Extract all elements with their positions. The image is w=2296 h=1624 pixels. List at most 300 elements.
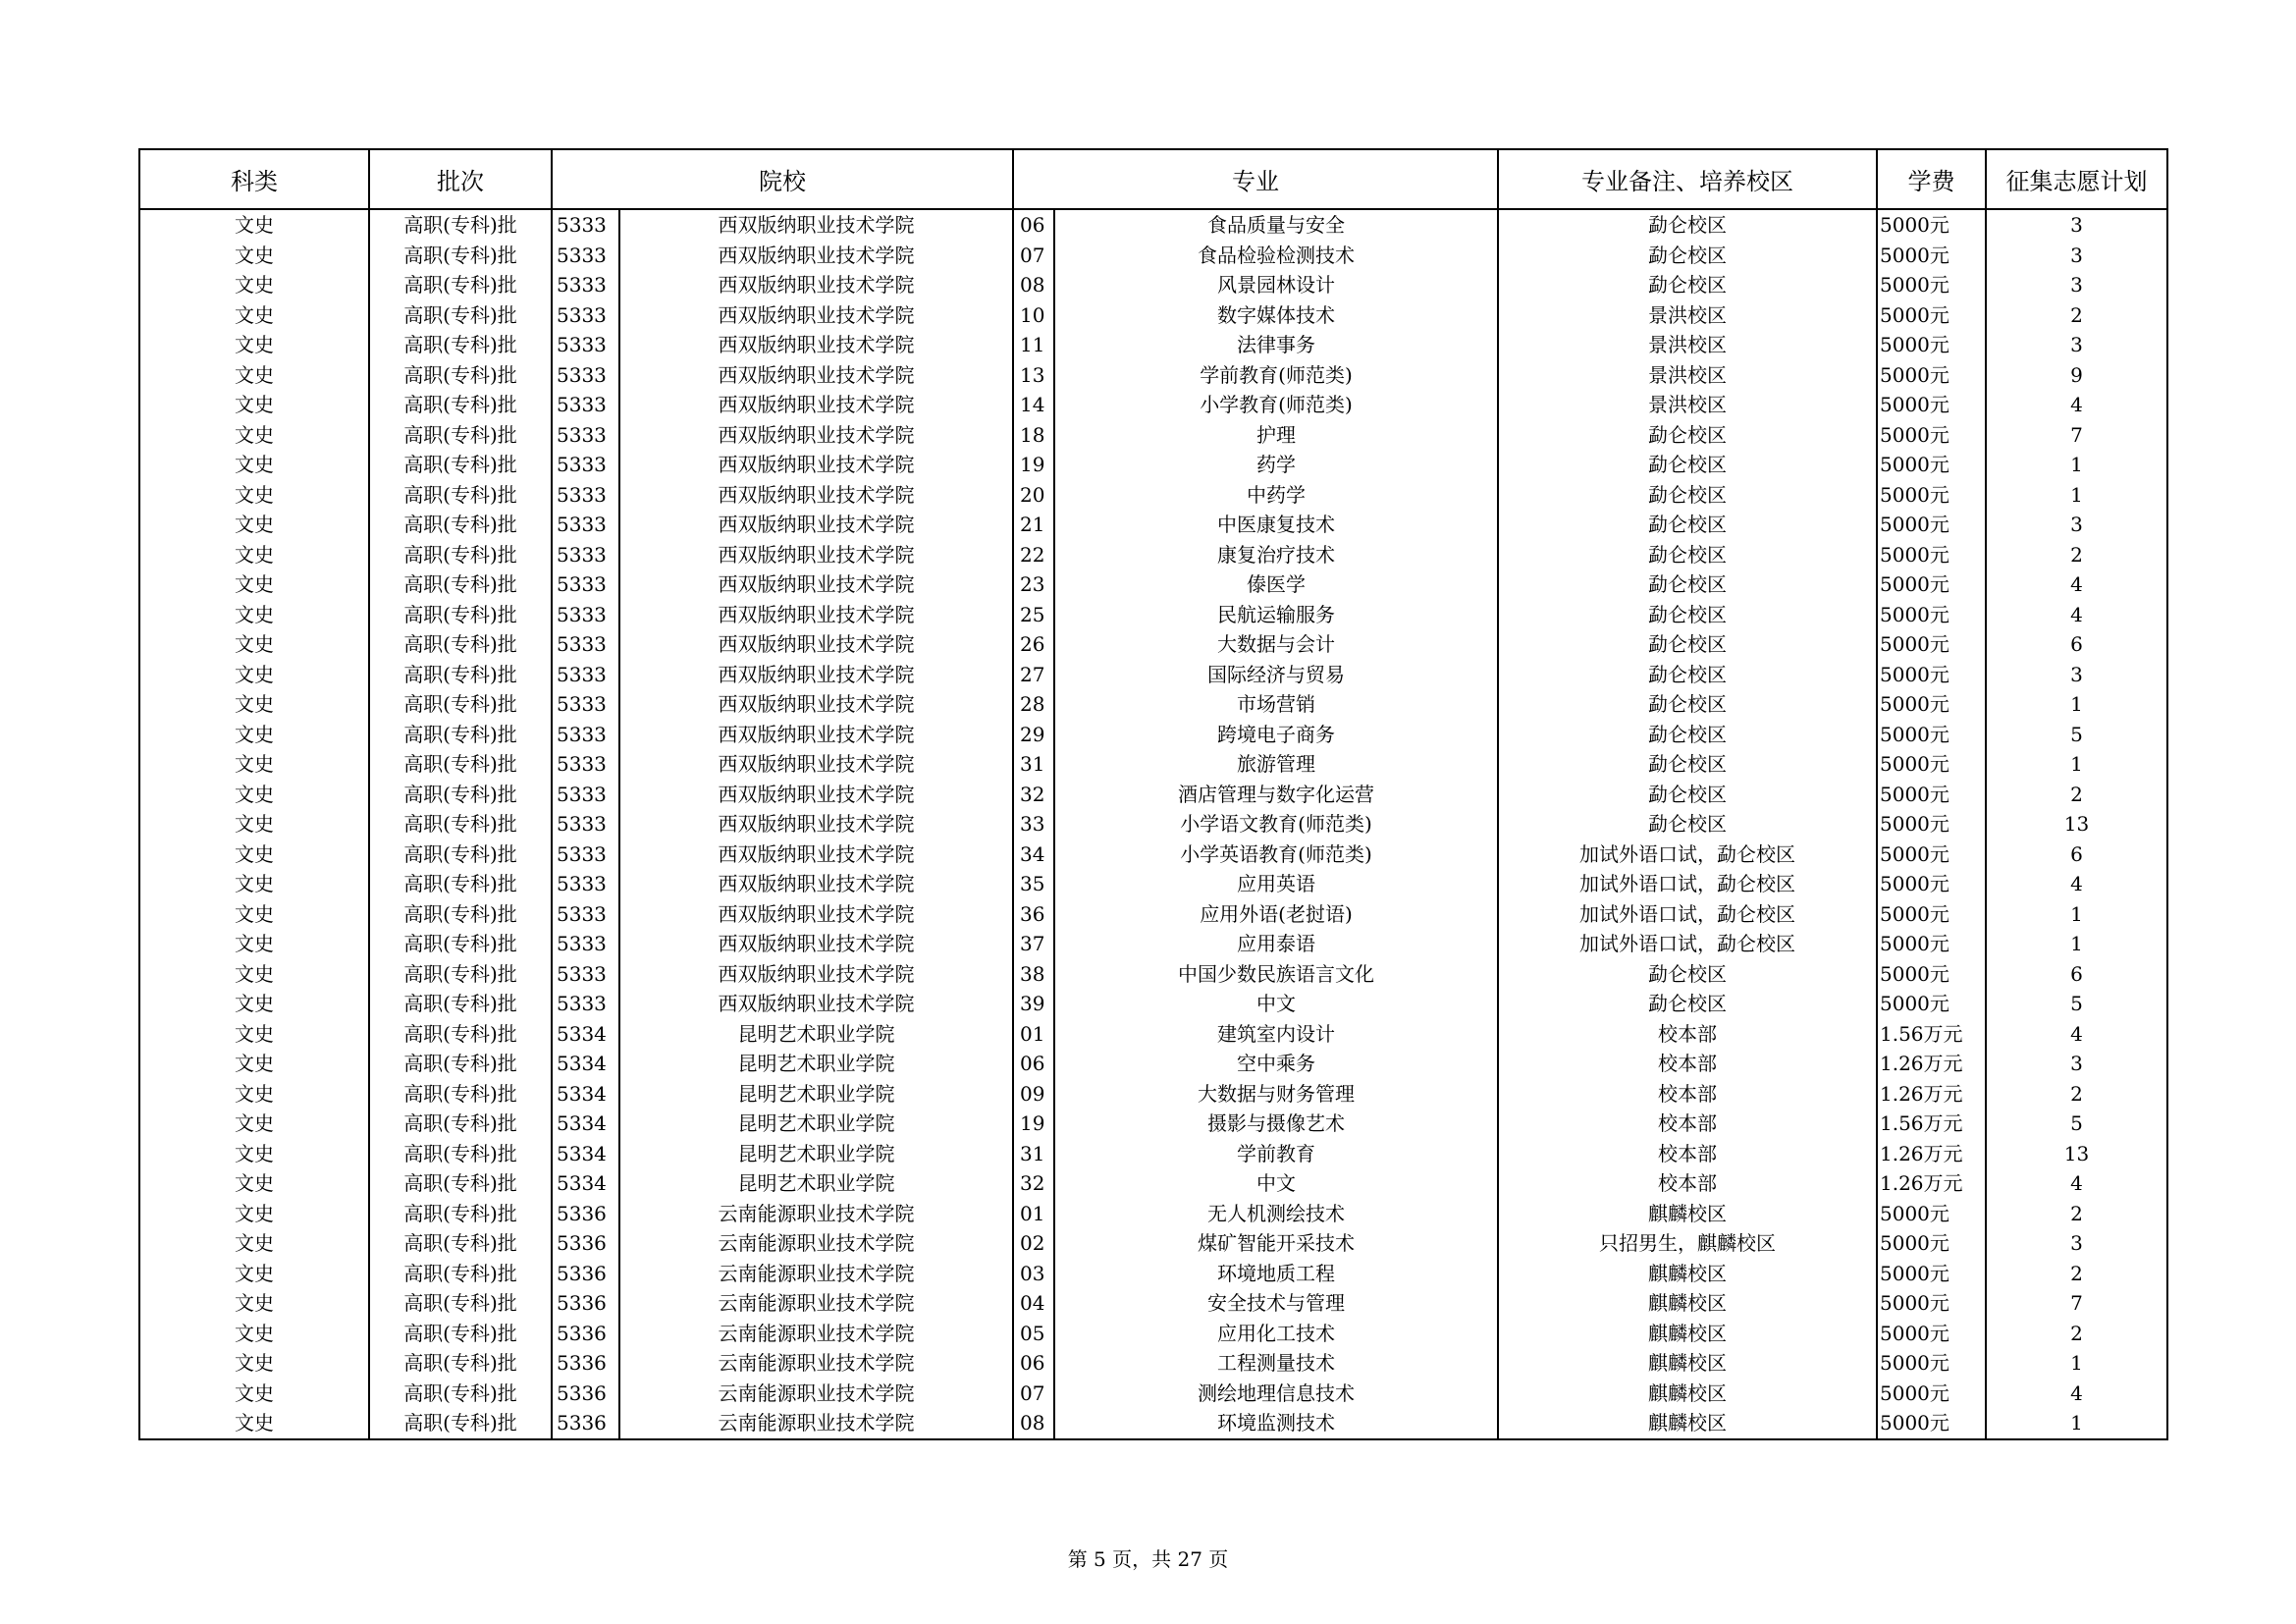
cell-category: 文史 [139,600,369,630]
cell-notes-campus: 勐仑校区 [1498,480,1877,511]
cell-tuition: 5000元 [1877,450,1986,480]
cell-batch: 高职(专科)批 [369,510,552,540]
cell-major-code: 19 [1013,450,1054,480]
cell-institution-name: 西双版纳职业技术学院 [619,450,1013,480]
cell-tuition: 5000元 [1877,899,1986,930]
cell-notes-campus: 校本部 [1498,1019,1877,1050]
cell-category: 文史 [139,1109,369,1139]
cell-batch: 高职(专科)批 [369,929,552,959]
table-row [139,1199,2167,1229]
cell-institution-name: 西双版纳职业技术学院 [619,569,1013,600]
cell-major-name: 无人机测绘技术 [1054,1199,1498,1229]
table-row [139,720,2167,750]
cell-institution-code: 5334 [552,1019,619,1050]
cell-plan-count: 3 [1986,510,2167,540]
table-row [139,780,2167,810]
table-row [139,510,2167,540]
cell-category: 文史 [139,1079,369,1110]
cell-category: 文史 [139,629,369,660]
cell-major-name: 国际经济与贸易 [1054,660,1498,690]
cell-plan-count: 4 [1986,869,2167,899]
cell-tuition: 1.26万元 [1877,1139,1986,1169]
cell-institution-name: 昆明艺术职业学院 [619,1139,1013,1169]
cell-category: 文史 [139,689,369,720]
cell-batch: 高职(专科)批 [369,869,552,899]
cell-institution-name: 西双版纳职业技术学院 [619,480,1013,511]
cell-tuition: 5000元 [1877,869,1986,899]
cell-tuition: 5000元 [1877,330,1986,360]
table-row [139,1228,2167,1259]
cell-plan-count: 4 [1986,600,2167,630]
cell-plan-count: 9 [1986,360,2167,391]
cell-institution-name: 西双版纳职业技术学院 [619,869,1013,899]
cell-category: 文史 [139,1228,369,1259]
cell-institution-code: 5333 [552,241,619,271]
cell-tuition: 1.56万元 [1877,1019,1986,1050]
cell-institution-name: 西双版纳职业技术学院 [619,929,1013,959]
cell-major-name: 法律事务 [1054,330,1498,360]
cell-notes-campus: 勐仑校区 [1498,600,1877,630]
cell-institution-code: 5333 [552,330,619,360]
cell-plan-count: 7 [1986,1288,2167,1319]
cell-batch: 高职(专科)批 [369,1139,552,1169]
cell-major-code: 01 [1013,1019,1054,1050]
cell-major-code: 27 [1013,660,1054,690]
cell-institution-name: 昆明艺术职业学院 [619,1168,1013,1199]
cell-notes-campus: 勐仑校区 [1498,629,1877,660]
cell-major-name: 风景园林设计 [1054,270,1498,300]
cell-major-code: 33 [1013,809,1054,839]
cell-plan-count: 3 [1986,1049,2167,1079]
cell-category: 文史 [139,330,369,360]
cell-plan-count: 4 [1986,390,2167,420]
table-row [139,300,2167,331]
cell-tuition: 5000元 [1877,689,1986,720]
cell-category: 文史 [139,839,369,870]
cell-notes-campus: 校本部 [1498,1168,1877,1199]
cell-institution-name: 云南能源职业技术学院 [619,1348,1013,1379]
cell-institution-name: 昆明艺术职业学院 [619,1049,1013,1079]
cell-category: 文史 [139,749,369,780]
table-row [139,899,2167,930]
cell-major-code: 08 [1013,1408,1054,1439]
cell-plan-count: 1 [1986,1348,2167,1379]
cell-institution-code: 5333 [552,480,619,511]
cell-batch: 高职(专科)批 [369,1199,552,1229]
cell-institution-name: 昆明艺术职业学院 [619,1109,1013,1139]
cell-major-name: 建筑室内设计 [1054,1019,1498,1050]
table-row [139,869,2167,899]
cell-notes-campus: 校本部 [1498,1139,1877,1169]
cell-major-code: 32 [1013,780,1054,810]
cell-tuition: 5000元 [1877,420,1986,451]
cell-plan-count: 4 [1986,569,2167,600]
cell-major-code: 23 [1013,569,1054,600]
header-notes-campus: 专业备注、培养校区 [1498,149,1877,209]
cell-batch: 高职(专科)批 [369,420,552,451]
cell-notes-campus: 勐仑校区 [1498,209,1877,241]
cell-plan-count: 13 [1986,1139,2167,1169]
cell-institution-code: 5333 [552,720,619,750]
cell-notes-campus: 景洪校区 [1498,360,1877,391]
cell-notes-campus: 麒麟校区 [1498,1199,1877,1229]
cell-major-name: 中医康复技术 [1054,510,1498,540]
cell-batch: 高职(专科)批 [369,209,552,241]
cell-institution-name: 西双版纳职业技术学院 [619,330,1013,360]
cell-major-code: 01 [1013,1199,1054,1229]
cell-major-name: 摄影与摄像艺术 [1054,1109,1498,1139]
cell-tuition: 5000元 [1877,1288,1986,1319]
cell-major-name: 小学教育(师范类) [1054,390,1498,420]
cell-notes-campus: 勐仑校区 [1498,540,1877,570]
cell-institution-code: 5336 [552,1348,619,1379]
cell-notes-campus: 勐仑校区 [1498,510,1877,540]
cell-notes-campus: 校本部 [1498,1079,1877,1110]
cell-major-code: 13 [1013,360,1054,391]
cell-institution-code: 5333 [552,660,619,690]
cell-tuition: 1.26万元 [1877,1049,1986,1079]
table-row [139,209,2167,241]
cell-plan-count: 4 [1986,1379,2167,1409]
page-footer: 第 5 页，共 27 页 [1067,1547,1229,1571]
cell-major-name: 空中乘务 [1054,1049,1498,1079]
cell-major-code: 07 [1013,1379,1054,1409]
header-tuition: 学费 [1877,149,1986,209]
cell-major-code: 02 [1013,1228,1054,1259]
cell-institution-code: 5333 [552,360,619,391]
cell-tuition: 1.26万元 [1877,1168,1986,1199]
cell-institution-code: 5333 [552,209,619,241]
cell-batch: 高职(专科)批 [369,330,552,360]
cell-major-name: 旅游管理 [1054,749,1498,780]
cell-institution-name: 西双版纳职业技术学院 [619,629,1013,660]
cell-batch: 高职(专科)批 [369,1259,552,1289]
cell-major-name: 应用英语 [1054,869,1498,899]
cell-notes-campus: 麒麟校区 [1498,1408,1877,1439]
cell-institution-name: 西双版纳职业技术学院 [619,209,1013,241]
cell-notes-campus: 景洪校区 [1498,330,1877,360]
cell-plan-count: 1 [1986,749,2167,780]
cell-category: 文史 [139,480,369,511]
cell-institution-code: 5336 [552,1199,619,1229]
cell-institution-name: 西双版纳职业技术学院 [619,809,1013,839]
header-category: 科类 [139,149,369,209]
cell-notes-campus: 校本部 [1498,1109,1877,1139]
cell-tuition: 5000元 [1877,480,1986,511]
cell-tuition: 5000元 [1877,209,1986,241]
cell-category: 文史 [139,780,369,810]
cell-batch: 高职(专科)批 [369,780,552,810]
cell-institution-code: 5334 [552,1079,619,1110]
cell-tuition: 5000元 [1877,1348,1986,1379]
cell-batch: 高职(专科)批 [369,1079,552,1110]
cell-institution-code: 5333 [552,899,619,930]
cell-notes-campus: 勐仑校区 [1498,660,1877,690]
table-body [139,209,2167,1439]
cell-notes-campus: 麒麟校区 [1498,1288,1877,1319]
cell-institution-code: 5334 [552,1139,619,1169]
cell-institution-name: 西双版纳职业技术学院 [619,270,1013,300]
table-row [139,1348,2167,1379]
cell-major-code: 19 [1013,1109,1054,1139]
cell-tuition: 5000元 [1877,569,1986,600]
cell-tuition: 5000元 [1877,929,1986,959]
cell-category: 文史 [139,450,369,480]
cell-category: 文史 [139,869,369,899]
table-row [139,540,2167,570]
cell-major-code: 04 [1013,1288,1054,1319]
table-row [139,629,2167,660]
cell-plan-count: 1 [1986,689,2167,720]
cell-major-code: 21 [1013,510,1054,540]
table-row [139,330,2167,360]
cell-batch: 高职(专科)批 [369,809,552,839]
cell-plan-count: 1 [1986,1408,2167,1439]
cell-tuition: 5000元 [1877,749,1986,780]
cell-major-name: 康复治疗技术 [1054,540,1498,570]
cell-major-name: 中文 [1054,989,1498,1019]
cell-batch: 高职(专科)批 [369,1019,552,1050]
cell-notes-campus: 加试外语口试，勐仑校区 [1498,929,1877,959]
cell-institution-code: 5333 [552,390,619,420]
cell-category: 文史 [139,720,369,750]
cell-major-code: 38 [1013,959,1054,990]
cell-notes-campus: 景洪校区 [1498,390,1877,420]
cell-major-name: 护理 [1054,420,1498,451]
cell-major-name: 中国少数民族语言文化 [1054,959,1498,990]
table-row [139,270,2167,300]
cell-category: 文史 [139,1408,369,1439]
table-row [139,600,2167,630]
cell-major-name: 中文 [1054,1168,1498,1199]
table-row [139,569,2167,600]
cell-notes-campus: 勐仑校区 [1498,780,1877,810]
cell-major-code: 37 [1013,929,1054,959]
cell-category: 文史 [139,1288,369,1319]
cell-category: 文史 [139,510,369,540]
cell-major-name: 中药学 [1054,480,1498,511]
cell-category: 文史 [139,660,369,690]
cell-institution-code: 5333 [552,600,619,630]
table-row [139,360,2167,391]
table-row [139,839,2167,870]
cell-category: 文史 [139,1379,369,1409]
cell-major-code: 26 [1013,629,1054,660]
cell-notes-campus: 麒麟校区 [1498,1259,1877,1289]
cell-category: 文史 [139,1139,369,1169]
cell-plan-count: 2 [1986,1319,2167,1349]
cell-tuition: 5000元 [1877,1228,1986,1259]
cell-institution-name: 西双版纳职业技术学院 [619,510,1013,540]
cell-batch: 高职(专科)批 [369,1408,552,1439]
cell-category: 文史 [139,989,369,1019]
cell-batch: 高职(专科)批 [369,1379,552,1409]
cell-category: 文史 [139,929,369,959]
cell-category: 文史 [139,241,369,271]
cell-notes-campus: 勐仑校区 [1498,720,1877,750]
cell-institution-code: 5336 [552,1379,619,1409]
header-major: 专业 [1013,149,1498,209]
cell-category: 文史 [139,360,369,391]
cell-tuition: 5000元 [1877,1259,1986,1289]
cell-major-code: 14 [1013,390,1054,420]
cell-major-name: 大数据与财务管理 [1054,1079,1498,1110]
cell-plan-count: 6 [1986,629,2167,660]
cell-institution-name: 云南能源职业技术学院 [619,1319,1013,1349]
cell-major-code: 07 [1013,241,1054,271]
cell-category: 文史 [139,209,369,241]
cell-batch: 高职(专科)批 [369,600,552,630]
cell-tuition: 5000元 [1877,809,1986,839]
cell-notes-campus: 勐仑校区 [1498,569,1877,600]
cell-major-code: 06 [1013,1049,1054,1079]
cell-institution-code: 5333 [552,749,619,780]
cell-plan-count: 3 [1986,241,2167,271]
cell-plan-count: 3 [1986,209,2167,241]
cell-notes-campus: 勐仑校区 [1498,749,1877,780]
cell-batch: 高职(专科)批 [369,569,552,600]
cell-major-name: 小学语文教育(师范类) [1054,809,1498,839]
cell-institution-name: 昆明艺术职业学院 [619,1019,1013,1050]
cell-batch: 高职(专科)批 [369,270,552,300]
cell-institution-name: 西双版纳职业技术学院 [619,749,1013,780]
cell-institution-code: 5336 [552,1288,619,1319]
cell-major-code: 28 [1013,689,1054,720]
cell-institution-name: 云南能源职业技术学院 [619,1228,1013,1259]
cell-institution-code: 5333 [552,420,619,451]
cell-major-name: 测绘地理信息技术 [1054,1379,1498,1409]
cell-major-name: 大数据与会计 [1054,629,1498,660]
cell-category: 文史 [139,899,369,930]
cell-institution-code: 5333 [552,959,619,990]
cell-tuition: 5000元 [1877,600,1986,630]
cell-plan-count: 1 [1986,899,2167,930]
table-row [139,1079,2167,1110]
cell-institution-name: 西双版纳职业技术学院 [619,959,1013,990]
cell-notes-campus: 勐仑校区 [1498,689,1877,720]
cell-category: 文史 [139,1168,369,1199]
cell-institution-name: 云南能源职业技术学院 [619,1259,1013,1289]
cell-tuition: 5000元 [1877,780,1986,810]
cell-major-code: 31 [1013,1139,1054,1169]
cell-tuition: 5000元 [1877,1319,1986,1349]
cell-batch: 高职(专科)批 [369,450,552,480]
cell-institution-code: 5334 [552,1168,619,1199]
cell-major-code: 32 [1013,1168,1054,1199]
table-row [139,929,2167,959]
cell-batch: 高职(专科)批 [369,390,552,420]
cell-batch: 高职(专科)批 [369,749,552,780]
cell-major-name: 学前教育 [1054,1139,1498,1169]
table-row [139,1379,2167,1409]
cell-tuition: 5000元 [1877,839,1986,870]
cell-institution-name: 西双版纳职业技术学院 [619,600,1013,630]
cell-plan-count: 4 [1986,1019,2167,1050]
cell-institution-code: 5333 [552,510,619,540]
cell-institution-name: 西双版纳职业技术学院 [619,540,1013,570]
cell-batch: 高职(专科)批 [369,540,552,570]
cell-major-code: 22 [1013,540,1054,570]
table-row [139,390,2167,420]
cell-major-code: 03 [1013,1259,1054,1289]
cell-major-name: 工程测量技术 [1054,1348,1498,1379]
cell-plan-count: 4 [1986,1168,2167,1199]
cell-major-name: 食品检验检测技术 [1054,241,1498,271]
header-plan-count: 征集志愿计划 [1986,149,2167,209]
table-row [139,450,2167,480]
cell-category: 文史 [139,540,369,570]
cell-major-name: 应用化工技术 [1054,1319,1498,1349]
cell-notes-campus: 勐仑校区 [1498,959,1877,990]
table-row [139,1288,2167,1319]
cell-institution-name: 西双版纳职业技术学院 [619,300,1013,331]
table-row [139,1049,2167,1079]
cell-institution-code: 5333 [552,300,619,331]
cell-institution-name: 西双版纳职业技术学院 [619,390,1013,420]
table-row [139,959,2167,990]
cell-institution-code: 5333 [552,869,619,899]
cell-institution-name: 昆明艺术职业学院 [619,1079,1013,1110]
cell-major-code: 35 [1013,869,1054,899]
cell-notes-campus: 加试外语口试，勐仑校区 [1498,839,1877,870]
cell-institution-name: 西双版纳职业技术学院 [619,689,1013,720]
cell-major-name: 酒店管理与数字化运营 [1054,780,1498,810]
cell-institution-code: 5336 [552,1259,619,1289]
table-row [139,689,2167,720]
cell-batch: 高职(专科)批 [369,660,552,690]
cell-tuition: 5000元 [1877,360,1986,391]
cell-batch: 高职(专科)批 [369,300,552,331]
cell-batch: 高职(专科)批 [369,1109,552,1139]
cell-institution-code: 5334 [552,1109,619,1139]
cell-batch: 高职(专科)批 [369,1288,552,1319]
table-header-row [139,149,2167,209]
table-row [139,660,2167,690]
cell-major-name: 市场营销 [1054,689,1498,720]
cell-tuition: 1.56万元 [1877,1109,1986,1139]
cell-batch: 高职(专科)批 [369,241,552,271]
table-row [139,1139,2167,1169]
cell-major-code: 06 [1013,1348,1054,1379]
cell-institution-name: 云南能源职业技术学院 [619,1199,1013,1229]
cell-plan-count: 5 [1986,720,2167,750]
cell-tuition: 5000元 [1877,959,1986,990]
table-row [139,420,2167,451]
cell-institution-code: 5333 [552,989,619,1019]
cell-category: 文史 [139,1199,369,1229]
cell-tuition: 5000元 [1877,629,1986,660]
cell-notes-campus: 勐仑校区 [1498,809,1877,839]
cell-batch: 高职(专科)批 [369,839,552,870]
cell-institution-code: 5336 [552,1408,619,1439]
header-batch: 批次 [369,149,552,209]
cell-major-name: 傣医学 [1054,569,1498,600]
table-row [139,1109,2167,1139]
cell-institution-code: 5336 [552,1319,619,1349]
table-row [139,1168,2167,1199]
cell-plan-count: 5 [1986,1109,2167,1139]
cell-institution-name: 西双版纳职业技术学院 [619,720,1013,750]
cell-plan-count: 5 [1986,989,2167,1019]
cell-major-code: 08 [1013,270,1054,300]
cell-major-name: 煤矿智能开采技术 [1054,1228,1498,1259]
cell-institution-name: 西双版纳职业技术学院 [619,660,1013,690]
cell-institution-name: 云南能源职业技术学院 [619,1379,1013,1409]
table-row [139,1319,2167,1349]
cell-notes-campus: 景洪校区 [1498,300,1877,331]
cell-plan-count: 1 [1986,450,2167,480]
cell-tuition: 5000元 [1877,660,1986,690]
